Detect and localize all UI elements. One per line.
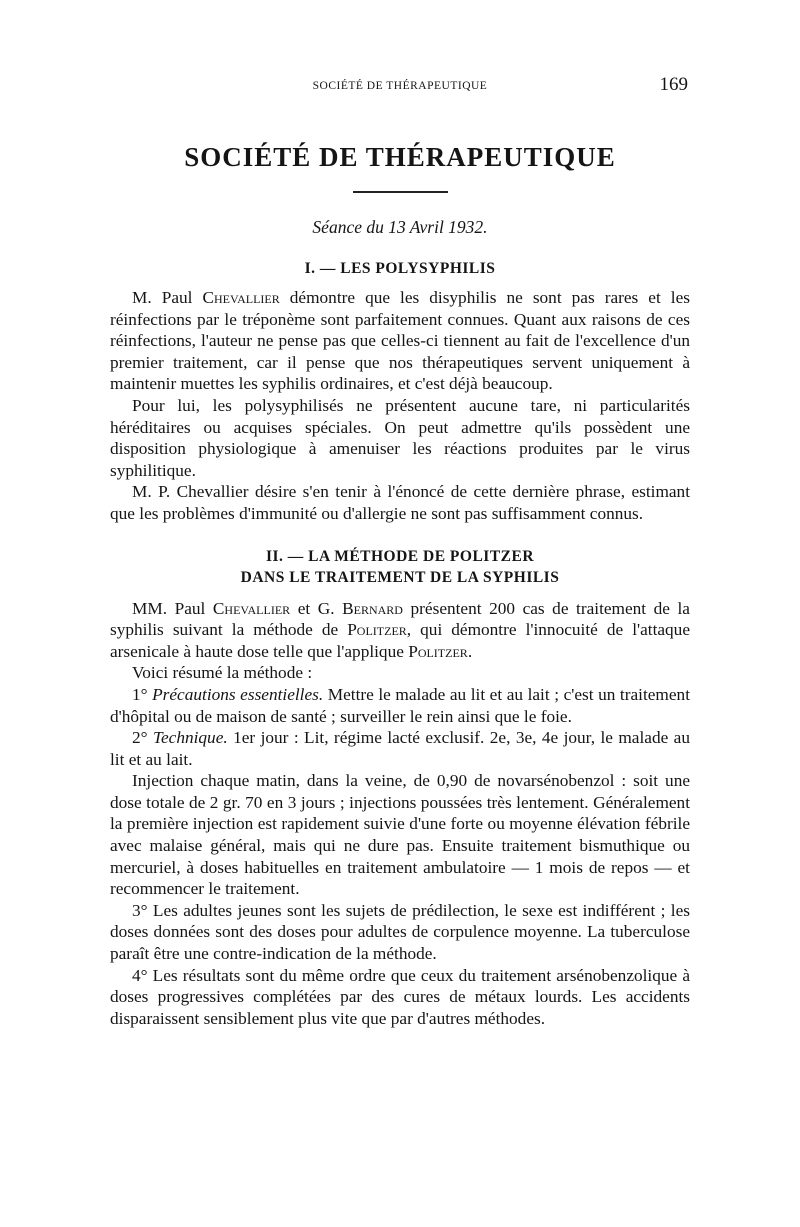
running-head-title: SOCIÉTÉ DE THÉRAPEUTIQUE [312,80,488,92]
item-number: 2° [132,728,153,748]
text-run: MM. Paul [132,598,213,618]
author-name: Politzer [408,641,468,661]
author-name: Chevallier [212,598,291,618]
paragraph: Voici résumé la méthode : [132,663,313,683]
paragraph [110,287,690,395]
text-run: . [467,641,473,661]
section-heading-line: II. — LA MÉTHODE DE POLITZER [265,547,535,565]
author-name: Bernard [342,598,403,618]
paragraph: M. P. Chevallier désire s'en tenir à l'énoncé de cette dernière phrase, estimant que les problèmes d'immunité ou d'allergie ne sont pas suffisamment connus. [110,482,690,523]
text-run: présentent 200 cas de traitement de la syphilis suivant la méthode de [110,598,690,640]
item-title: Technique. [152,728,228,748]
paragraph: Injection chaque matin, dans la veine, de 0,90 de novarsénobenzol : soit une dose totale de 2 gr. 70 en 3 jours ; injections poussées très lentement. Généralement la première injection est rapidement suivie d'une forte ou moyenne élévation fébrile avec malaise général, mais qui ne dure pas. Ensuite traitement bismuthique ou mercuriel, à doses habituelles en traitement ambulatoire — 1 mois de repos — et recommencer le traitement. [110,771,690,899]
text-run: M. Paul [132,288,203,307]
section-heading-line: DANS LE TRAITEMENT DE LA SYPHILIS [240,568,560,586]
text-run: et G. [290,598,343,618]
text-run: Mettre le malade au lit et au lait ; c'est un traitement d'hôpital ou de maison de santé ; surveiller le rein ainsi que le foie. [110,684,690,726]
main-title: SOCIÉTÉ DE THÉRAPEUTIQUE [184,142,616,172]
paragraph: 4° Les résultats sont du même ordre que ceux du traitement arsénobenzolique à doses progressives complétées par des cures de métaux lourds. Les accidents disparaissent sensiblement plus vite que par d'autres méthodes. [110,965,690,1028]
text-run: démontre que les disyphilis ne sont pas rares et les réinfections par le tréponème sont parfaitement connues. Quant aux raisons de ces réinfections, l'auteur ne pense pas que celles-ci tiennent au fait de l'excellence d'un premier traitement, car il pense que nos thérapeutiques servent uniquement à maintenir muettes les syphilis ordinaires, et c'est déjà beaucoup. [110,288,690,394]
paragraph: 3° Les adultes jeunes sont les sujets de prédilection, le sexe est indifférent ; les doses données sont des doses pour adultes de corpulence moyenne. La tuberculose paraît être une contre-indication de la méthode. [110,900,690,964]
document-page [110,72,690,1029]
running-head [110,72,690,96]
item-number: 1° [132,684,153,704]
text-run: 1er jour : Lit, régime lacté exclusif. 2e, 3e, 4e jour, le malade au lit et au lait. [110,728,690,769]
session-date: Séance du 13 Avril 1932. [312,217,488,237]
page-number: 169 [659,74,688,95]
paragraph [110,727,690,770]
title-rule [353,191,448,193]
item-title: Précautions essentielles. [152,684,324,704]
author-name: Politzer [347,620,407,640]
paragraph [110,684,690,727]
text-run: , qui démontre l'innocuité de l'attaque arsenicale à haute dose telle que l'applique [110,620,690,661]
section-heading-polysyphilis: I. — LES POLYSYPHILIS [304,260,496,277]
section-heading-politzer [110,546,690,588]
author-name: Chevallier [202,288,280,307]
paragraph [110,598,690,663]
paragraph: Pour lui, les polysyphilisés ne présentent aucune tare, ni particularités héréditaires ou acquises spéciales. On peut admettre qu'ils possèdent une disposition physiologique à amenuiser les réactions produites par le virus syphilitique. [110,395,690,480]
